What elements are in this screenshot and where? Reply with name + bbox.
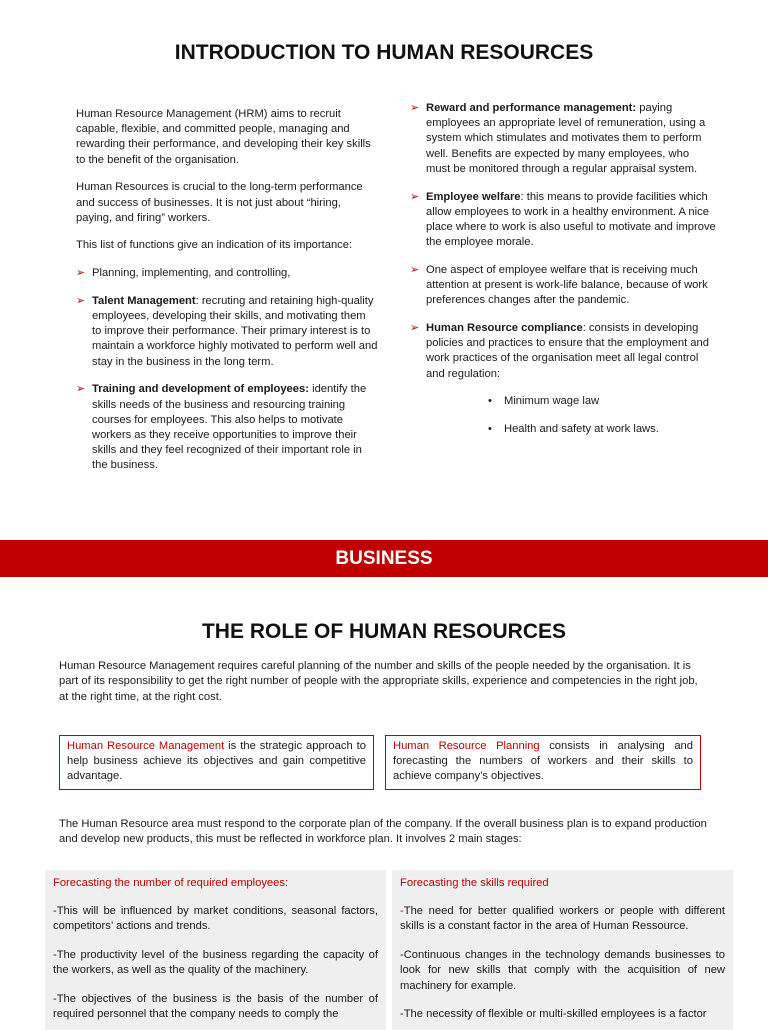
panel-heading: Forecasting the number of required employees: <box>53 877 289 889</box>
list-item <box>76 294 378 370</box>
role-title: THE ROLE OF HUMAN RESOURCES <box>201 620 566 643</box>
list-item <box>488 394 716 409</box>
arrow-bullet-icon: ➢ <box>76 294 86 307</box>
panel-item: -The productivity level of the business regarding the capacity of the workers, as well as the quality of the machinery. <box>53 948 378 977</box>
item-text: One aspect of employee welfare that is receiving much attention at present is work-life balance, because of work preferences changes after the pandemic. <box>426 263 708 307</box>
role-intro: Human Resource Management requires careful planning of the number and skills of the people needed by the organisation. It is part of its responsibility to get the right number of people with the appropriate skills, experience and competencies in the right job, at the right time, at the right cost. <box>59 660 698 703</box>
list-item <box>410 321 716 382</box>
plan-paragraph: The Human Resource area must respond to the corporate plan of the company. If the overall business plan is to expand production and develop new products, this must be reflected in workforce plan. It involves 2 main stages: <box>59 818 707 846</box>
item-bold: Talent Management <box>92 294 196 307</box>
bullet-dot-icon: • <box>488 395 492 408</box>
functions-list <box>76 266 378 473</box>
item-bold: Employee welfare <box>426 190 521 203</box>
list-item <box>410 190 716 251</box>
item-text: Health and safety at work laws. <box>504 422 659 435</box>
panel-item-text: The need for better qualified workers or people with different skills is a constant factor in the area of Human Ressource. <box>400 905 725 933</box>
list-item <box>76 266 378 281</box>
bullet-dot-icon: • <box>488 422 492 435</box>
item-text: identify the skills needs of the business and resourcing training courses for employees. This also helps to motivate workers as they receive opportunities to improve their skills and they feel recognized of their important role in the business. <box>92 383 367 472</box>
arrow-bullet-icon: ➢ <box>410 263 420 276</box>
definition-term: Human Resource Management <box>67 740 225 752</box>
arrow-bullet-icon: ➢ <box>410 102 420 114</box>
list-item <box>76 382 378 473</box>
definition-box-hrm <box>59 735 374 790</box>
arrow-bullet-icon: ➢ <box>410 321 420 334</box>
panel-item <box>400 904 725 935</box>
right-column <box>410 101 716 450</box>
item-bold: Human Resource compliance <box>426 321 583 334</box>
definition-box-hrp <box>385 735 701 790</box>
panel-item: -The objectives of the business is the basis of the number of required personnel that the company needs to comply the <box>53 992 378 1021</box>
item-text: paying employees an appropriate level of remuneration, using a system which stimulates and motivates them to perform well. Benefits are expected by many employees, who must be monitored through a regular appraisal system. <box>426 102 706 175</box>
paragraph: This list of functions give an indication of its importance: <box>76 239 353 252</box>
item-text: : consists in developing policies and practices to ensure that the employment and work practices of the organisation meet all legal control and regulation: <box>426 321 709 380</box>
paragraph: Human Resources is crucial to the long-term performance and success of businesses. It is not just about “hiring, paying, and firing” workers. <box>76 181 363 224</box>
panel-skills <box>392 870 733 1030</box>
list-item <box>410 101 716 177</box>
intro-title: INTRODUCTION TO HUMAN RESOURCES <box>174 41 594 64</box>
panel-item-dash: - <box>400 905 404 917</box>
panel-employees <box>45 870 386 1030</box>
section-band: BUSINESS <box>0 540 768 577</box>
arrow-bullet-icon: ➢ <box>410 190 420 203</box>
list-item <box>488 422 716 437</box>
item-text: : this means to provide facilities which allow employees to work in a healthy environment. A nice place where to work is also useful to motivate and improve the employee morale. <box>426 190 716 249</box>
compliance-bullets <box>410 394 716 437</box>
panel-item: -This will be influenced by market conditions, seasonal factors, competitors’ actions and trends. <box>53 905 378 933</box>
list-item <box>410 263 716 309</box>
definition-text: consists in analysing and forecasting the numbers of workers and their skills to achieve company’s objectives. <box>393 740 693 783</box>
item-text: Minimum wage law <box>504 395 600 408</box>
panel-heading: Forecasting the skills required <box>400 877 549 889</box>
panel-item: -Continuous changes in the technology demands businesses to look for new skills that comply with the acquisition of new machinery for example. <box>400 948 725 992</box>
functions-list-continued <box>410 101 716 382</box>
item-text: : recruting and retaining high-quality employees, developing their skills, and motivating them to improve their performance. Their primary interest is to maintain a workforce highly motivated to perform well and stay in the business in the long term. <box>92 294 378 368</box>
item-text: Planning, implementing, and controlling, <box>92 267 291 280</box>
item-bold: Training and development of employees: <box>92 383 309 396</box>
definition-text: is the strategic approach to help business achieve its objectives and gain competitive advantage. <box>67 740 366 783</box>
panel-item: -The necessity of flexible or multi-skilled employees is a factor <box>400 1008 707 1021</box>
arrow-bullet-icon: ➢ <box>76 383 86 396</box>
paragraph: Human Resource Management (HRM) aims to recruit capable, flexible, and committed people, managing and rewarding their performance, and developing their key skills to the benefit of the organisation. <box>76 108 371 166</box>
definition-term: Human Resource Planning <box>393 740 540 752</box>
arrow-bullet-icon: ➢ <box>76 267 86 280</box>
left-column <box>76 107 378 486</box>
item-bold: Reward and performance management: <box>426 102 637 114</box>
